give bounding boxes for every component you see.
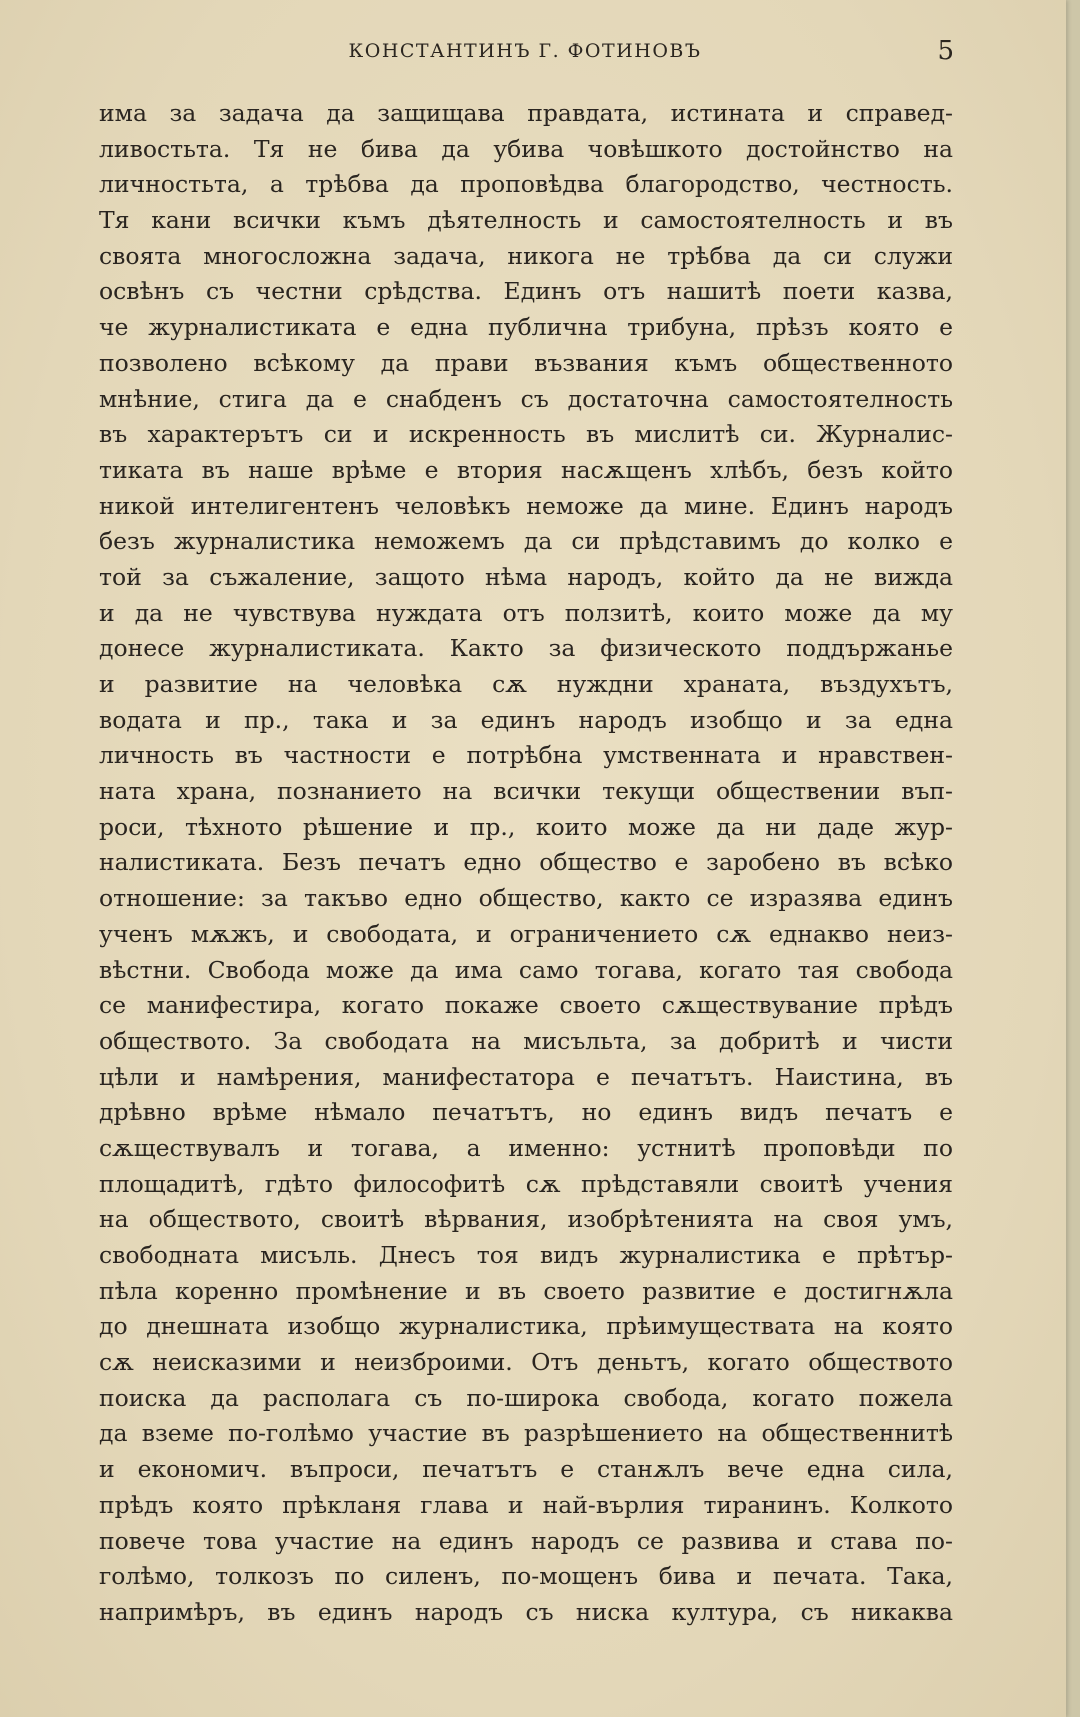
text-line: освѣнъ съ честни срѣдства. Единъ отъ нашитѣ поети казва, (99, 277, 953, 306)
text-line: личностьта, а трѣбва да проповѣдва благородство, честность. (99, 170, 953, 199)
text-line: голѣмо, толкозъ по силенъ, по-мощенъ бива и печата. Така, (99, 1562, 953, 1591)
text-line: въ характерътъ си и искренность въ мислитѣ си. Журналис- (99, 420, 953, 449)
text-line: до днешната изобщо журналистика, прѣимуществата на която (99, 1312, 953, 1341)
text-line: и економич. въпроси, печатътъ е станѫлъ вече една сила, (99, 1455, 953, 1484)
body-text (99, 96, 953, 1631)
text-line: мнѣние, стига да е снабденъ съ достаточна самостоятелность (99, 384, 953, 413)
text-line: вѣстни. Свобода може да има само тогава, когато тая свобода (99, 955, 953, 984)
text-line: свободната мисъль. Днесъ тоя видъ журналистика е прѣтър- (99, 1241, 953, 1269)
text-line: налистиката. Безъ печатъ едно общество е заробено въ всѣко (99, 848, 953, 877)
text-line: Тя кани всички къмъ дѣятелность и самостоятелность и въ (99, 206, 953, 235)
text-line: никой интелигентенъ человѣкъ неможе да мине. Единъ народъ (99, 491, 953, 520)
text-line: се манифестира, когато покаже своето сѫществувание прѣдъ (99, 991, 953, 1020)
running-title: КОНСТАНТИНЪ Г. ФОТИНОВЪ (348, 40, 702, 62)
text-line: сѫществувалъ и тогава, а именно: устнитѣ проповѣди по (99, 1133, 953, 1162)
text-line: повече това участие на единъ народъ се развива и става по- (99, 1526, 953, 1555)
text-line: личность въ частности е потрѣбна умственната и нравствен- (99, 741, 953, 770)
text-line: прѣдъ която прѣкланя глава и най-върлия тиранинъ. Колкото (99, 1490, 953, 1519)
text-line: тиката въ наше врѣме е втория насѫщенъ хлѣбъ, безъ който (99, 455, 953, 484)
text-line: ливостьта. Тя не бива да убива човѣшкото достойнство на (99, 134, 953, 163)
text-line: роси, тѣхното рѣшение и пр., които може да ни даде жур- (99, 812, 953, 841)
text-line: ната храна, познанието на всички текущи обществении въп- (99, 777, 953, 806)
text-line: позволено всѣкому да прави възвания къмъ общественното (99, 348, 953, 377)
text-line: да вземе по-голѣмо участие въ разрѣшението на общественнитѣ (99, 1419, 953, 1448)
text-line: сѫ неисказими и неизброими. Отъ деньтъ, когато обществото (99, 1348, 953, 1377)
text-line: поиска да располага съ по-широка свобода, когато пожела (99, 1383, 953, 1412)
page-number: 5 (937, 36, 954, 66)
text-line: и развитие на человѣка сѫ нуждни храната, въздухътъ, (99, 670, 953, 698)
text-line: обществото. За свободата на мисъльта, за добритѣ и чисти (99, 1026, 953, 1055)
text-line: цѣли и намѣрения, манифестатора е печатътъ. Наистина, въ (99, 1062, 953, 1091)
text-line: донесе журналистиката. Както за физическото поддържанье (99, 634, 953, 663)
running-header (96, 38, 954, 68)
text-line: своята многосложна задача, никога не трѣбва да си служи (99, 241, 953, 270)
text-line: на обществото, своитѣ вѣрвания, изобрѣтенията на своя умъ, (99, 1205, 953, 1234)
text-line: водата и пр., така и за единъ народъ изобщо и за една (99, 705, 953, 734)
text-line: дрѣвно врѣме нѣмало печатътъ, но единъ видъ печатъ е (99, 1098, 953, 1127)
text-line: има за задача да защищава правдата, истината и справед- (99, 99, 953, 127)
text-line: пѣла коренно промѣнение и въ своето развитие е достигнѫла (99, 1276, 953, 1305)
text-line: той за съжаление, защото нѣма народъ, който да не вижда (99, 562, 953, 591)
text-line: безъ журналистика неможемъ да си прѣдставимъ до колко е (99, 527, 953, 556)
text-line: че журналистиката е една публична трибуна, прѣзъ която е (99, 313, 953, 342)
text-line: площадитѣ, гдѣто философитѣ сѫ прѣдставяли своитѣ учения (99, 1169, 953, 1198)
text-line: отношение: за такъво едно общество, както се изразява единъ (99, 884, 953, 913)
text-line: напримѣръ, въ единъ народъ съ ниска култура, съ никаква (99, 1597, 953, 1626)
text-line: ученъ мѫжъ, и свободата, и ограничението сѫ еднакво неиз- (99, 919, 953, 948)
text-line: и да не чувствува нуждата отъ ползитѣ, които може да му (99, 598, 953, 627)
